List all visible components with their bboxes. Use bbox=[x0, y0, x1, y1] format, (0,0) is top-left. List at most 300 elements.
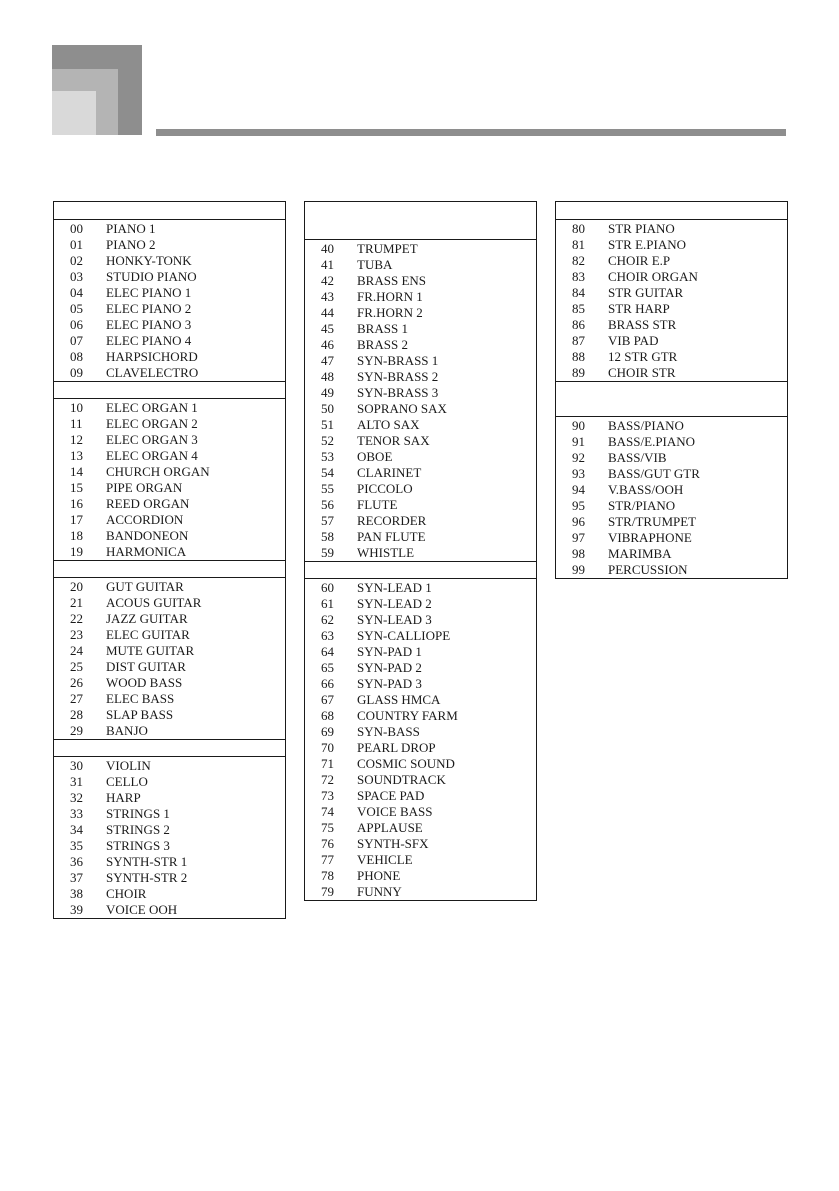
tone-row bbox=[54, 627, 285, 643]
tone-row bbox=[54, 723, 285, 739]
group-header bbox=[54, 560, 285, 578]
tone-row bbox=[305, 884, 536, 900]
tone-group bbox=[305, 579, 536, 900]
tone-row bbox=[54, 301, 285, 317]
tone-name: HONKY-TONK bbox=[106, 253, 192, 268]
tone-row bbox=[305, 433, 536, 449]
tone-row bbox=[54, 886, 285, 902]
tone-number: 18 bbox=[70, 528, 83, 543]
tone-number: 11 bbox=[70, 416, 83, 431]
tone-name: COUNTRY FARM bbox=[357, 708, 458, 723]
tone-row bbox=[305, 852, 536, 868]
tone-table-1 bbox=[53, 201, 286, 919]
tone-name: PEARL DROP bbox=[357, 740, 436, 755]
tone-row bbox=[305, 385, 536, 401]
group-header bbox=[54, 739, 285, 757]
tone-name: STRINGS 3 bbox=[106, 838, 170, 853]
tone-row bbox=[54, 365, 285, 381]
tone-row bbox=[556, 498, 787, 514]
tone-name: SPACE PAD bbox=[357, 788, 425, 803]
tone-number: 90 bbox=[572, 418, 585, 433]
tone-group bbox=[54, 578, 285, 739]
tone-name: BASS/GUT GTR bbox=[608, 466, 700, 481]
tone-name: REED ORGAN bbox=[106, 496, 190, 511]
tone-name: BRASS ENS bbox=[357, 273, 426, 288]
tone-row bbox=[305, 273, 536, 289]
tone-name: PHONE bbox=[357, 868, 401, 883]
tone-name: SYN-LEAD 3 bbox=[357, 612, 432, 627]
tone-number: 53 bbox=[321, 449, 334, 464]
tone-number: 31 bbox=[70, 774, 83, 789]
tone-row bbox=[556, 349, 787, 365]
tone-number: 03 bbox=[70, 269, 83, 284]
tone-name: FR.HORN 2 bbox=[357, 305, 423, 320]
tone-name: PIANO 1 bbox=[106, 221, 156, 236]
group-header bbox=[305, 202, 536, 240]
tone-number: 14 bbox=[70, 464, 83, 479]
tone-name: ALTO SAX bbox=[357, 417, 420, 432]
tone-name: SYN-LEAD 1 bbox=[357, 580, 432, 595]
tone-number: 99 bbox=[572, 562, 585, 577]
tone-row bbox=[556, 482, 787, 498]
tone-row bbox=[305, 868, 536, 884]
tone-row bbox=[54, 643, 285, 659]
tone-number: 20 bbox=[70, 579, 83, 594]
tone-row bbox=[54, 512, 285, 528]
tone-row bbox=[305, 772, 536, 788]
tone-number: 72 bbox=[321, 772, 334, 787]
tone-number: 36 bbox=[70, 854, 83, 869]
tone-name: ELEC ORGAN 4 bbox=[106, 448, 198, 463]
tone-name: HARP bbox=[106, 790, 141, 805]
tone-row bbox=[556, 546, 787, 562]
tone-number: 34 bbox=[70, 822, 83, 837]
tone-number: 48 bbox=[321, 369, 334, 384]
tone-row bbox=[305, 660, 536, 676]
tone-row bbox=[305, 692, 536, 708]
tone-row bbox=[305, 756, 536, 772]
tone-name: SYNTH-STR 1 bbox=[106, 854, 188, 869]
tone-row bbox=[54, 902, 285, 918]
tone-name: OBOE bbox=[357, 449, 393, 464]
tone-number: 84 bbox=[572, 285, 585, 300]
tone-number: 64 bbox=[321, 644, 334, 659]
tone-name: STRINGS 2 bbox=[106, 822, 170, 837]
tone-name: APPLAUSE bbox=[357, 820, 423, 835]
tone-number: 67 bbox=[321, 692, 334, 707]
tone-number: 16 bbox=[70, 496, 83, 511]
tone-name: SYN-PAD 1 bbox=[357, 644, 422, 659]
tone-row bbox=[305, 788, 536, 804]
tone-number: 27 bbox=[70, 691, 83, 706]
tone-name: RECORDER bbox=[357, 513, 427, 528]
tone-row bbox=[305, 257, 536, 273]
tone-number: 86 bbox=[572, 317, 585, 332]
tone-name: HARMONICA bbox=[106, 544, 187, 559]
tone-row bbox=[305, 529, 536, 545]
tone-name: VEHICLE bbox=[357, 852, 413, 867]
tone-number: 17 bbox=[70, 512, 83, 527]
tone-number: 00 bbox=[70, 221, 83, 236]
tone-name: BASS/PIANO bbox=[608, 418, 684, 433]
tone-number: 04 bbox=[70, 285, 83, 300]
tone-number: 06 bbox=[70, 317, 83, 332]
group-header bbox=[556, 381, 787, 417]
tone-row bbox=[54, 317, 285, 333]
tone-row bbox=[305, 449, 536, 465]
tone-name: WHISTLE bbox=[357, 545, 415, 560]
tone-number: 52 bbox=[321, 433, 334, 448]
tone-number: 54 bbox=[321, 465, 334, 480]
tone-name: ELEC PIANO 2 bbox=[106, 301, 192, 316]
tone-number: 61 bbox=[321, 596, 334, 611]
tone-table-3 bbox=[555, 201, 788, 579]
tone-name: TRUMPET bbox=[357, 241, 418, 256]
tone-name: ACCORDION bbox=[106, 512, 184, 527]
tone-row bbox=[54, 416, 285, 432]
tone-name: FLUTE bbox=[357, 497, 398, 512]
tone-name: BANDONEON bbox=[106, 528, 189, 543]
tone-number: 83 bbox=[572, 269, 585, 284]
tone-group bbox=[305, 240, 536, 561]
tone-row bbox=[54, 838, 285, 854]
tone-row bbox=[556, 450, 787, 466]
tone-number: 55 bbox=[321, 481, 334, 496]
tone-name: CELLO bbox=[106, 774, 148, 789]
tone-row bbox=[54, 285, 285, 301]
tone-name: SYN-BASS bbox=[357, 724, 420, 739]
tone-name: CHOIR bbox=[106, 886, 147, 901]
tone-row bbox=[54, 464, 285, 480]
tone-name: BASS/E.PIANO bbox=[608, 434, 696, 449]
tone-row bbox=[305, 836, 536, 852]
tone-number: 22 bbox=[70, 611, 83, 626]
tone-row bbox=[54, 269, 285, 285]
tone-name: CLAVELECTRO bbox=[106, 365, 199, 380]
tone-name: COSMIC SOUND bbox=[357, 756, 455, 771]
tone-row bbox=[305, 369, 536, 385]
tone-number: 74 bbox=[321, 804, 334, 819]
tone-name: SYN-PAD 2 bbox=[357, 660, 422, 675]
tone-number: 51 bbox=[321, 417, 334, 432]
tone-row bbox=[556, 269, 787, 285]
tone-number: 47 bbox=[321, 353, 334, 368]
tone-number: 75 bbox=[321, 820, 334, 835]
tone-name: ACOUS GUITAR bbox=[106, 595, 202, 610]
tone-number: 57 bbox=[321, 513, 334, 528]
tone-number: 05 bbox=[70, 301, 83, 316]
tone-name: SOPRANO SAX bbox=[357, 401, 447, 416]
tone-number: 58 bbox=[321, 529, 334, 544]
tone-number: 13 bbox=[70, 448, 83, 463]
tone-name: TENOR SAX bbox=[357, 433, 430, 448]
tone-number: 32 bbox=[70, 790, 83, 805]
tone-group bbox=[54, 399, 285, 560]
tone-row bbox=[305, 353, 536, 369]
tone-name: SYN-BRASS 2 bbox=[357, 369, 439, 384]
tone-number: 45 bbox=[321, 321, 334, 336]
tone-name: BRASS 2 bbox=[357, 337, 408, 352]
tone-number: 07 bbox=[70, 333, 83, 348]
tone-group bbox=[54, 757, 285, 918]
tone-row bbox=[556, 434, 787, 450]
tone-row bbox=[305, 417, 536, 433]
tone-row bbox=[54, 579, 285, 595]
tone-row bbox=[305, 241, 536, 257]
tone-name: DIST GUITAR bbox=[106, 659, 186, 674]
tone-row bbox=[556, 253, 787, 269]
tone-row bbox=[54, 758, 285, 774]
tone-number: 40 bbox=[321, 241, 334, 256]
tone-name: PICCOLO bbox=[357, 481, 413, 496]
tone-name: SLAP BASS bbox=[106, 707, 174, 722]
tone-number: 65 bbox=[321, 660, 334, 675]
tone-number: 91 bbox=[572, 434, 585, 449]
tone-name: ELEC ORGAN 1 bbox=[106, 400, 198, 415]
tone-row bbox=[305, 740, 536, 756]
tone-row bbox=[305, 513, 536, 529]
tone-number: 12 bbox=[70, 432, 83, 447]
tone-row bbox=[54, 333, 285, 349]
tone-number: 63 bbox=[321, 628, 334, 643]
tone-row bbox=[305, 676, 536, 692]
tone-row bbox=[305, 305, 536, 321]
tone-row bbox=[54, 496, 285, 512]
tone-name: GUT GUITAR bbox=[106, 579, 184, 594]
tone-row bbox=[54, 806, 285, 822]
tone-row bbox=[305, 337, 536, 353]
tone-number: 46 bbox=[321, 337, 334, 352]
tone-row bbox=[305, 724, 536, 740]
tone-number: 44 bbox=[321, 305, 334, 320]
tone-name: PIPE ORGAN bbox=[106, 480, 183, 495]
tone-row bbox=[305, 644, 536, 660]
tone-group bbox=[556, 220, 787, 381]
tone-number: 23 bbox=[70, 627, 83, 642]
tone-number: 68 bbox=[321, 708, 334, 723]
tone-name: VIBRAPHONE bbox=[608, 530, 692, 545]
tone-number: 93 bbox=[572, 466, 585, 481]
tone-number: 37 bbox=[70, 870, 83, 885]
tone-name: VIB PAD bbox=[608, 333, 659, 348]
tone-name: FUNNY bbox=[357, 884, 402, 899]
tone-name: ELEC PIANO 1 bbox=[106, 285, 192, 300]
tone-number: 81 bbox=[572, 237, 585, 252]
tone-name: ELEC BASS bbox=[106, 691, 175, 706]
tone-number: 96 bbox=[572, 514, 585, 529]
tone-row bbox=[54, 432, 285, 448]
tone-name: SYN-BRASS 3 bbox=[357, 385, 439, 400]
tone-number: 49 bbox=[321, 385, 334, 400]
tone-number: 21 bbox=[70, 595, 83, 610]
tone-number: 76 bbox=[321, 836, 334, 851]
tone-name: TUBA bbox=[357, 257, 393, 272]
group-header bbox=[54, 202, 285, 220]
tone-name: STR PIANO bbox=[608, 221, 675, 236]
tone-name: ELEC PIANO 4 bbox=[106, 333, 192, 348]
tone-row bbox=[54, 707, 285, 723]
tone-row bbox=[305, 497, 536, 513]
tone-name: WOOD BASS bbox=[106, 675, 183, 690]
tone-name: STUDIO PIANO bbox=[106, 269, 197, 284]
tone-number: 80 bbox=[572, 221, 585, 236]
tone-row bbox=[305, 612, 536, 628]
tone-number: 94 bbox=[572, 482, 585, 497]
tone-number: 79 bbox=[321, 884, 334, 899]
tone-number: 89 bbox=[572, 365, 585, 380]
tone-row bbox=[556, 418, 787, 434]
tone-row bbox=[556, 301, 787, 317]
tone-name: MUTE GUITAR bbox=[106, 643, 195, 658]
tone-name: SYNTH-SFX bbox=[357, 836, 429, 851]
tone-number: 39 bbox=[70, 902, 83, 917]
tone-number: 50 bbox=[321, 401, 334, 416]
tone-row bbox=[54, 659, 285, 675]
tone-name: STRINGS 1 bbox=[106, 806, 170, 821]
tone-number: 95 bbox=[572, 498, 585, 513]
tone-name: ELEC ORGAN 2 bbox=[106, 416, 198, 431]
tone-name: BANJO bbox=[106, 723, 148, 738]
tone-number: 69 bbox=[321, 724, 334, 739]
tone-row bbox=[305, 628, 536, 644]
tone-number: 92 bbox=[572, 450, 585, 465]
tone-row bbox=[305, 820, 536, 836]
tone-name: PERCUSSION bbox=[608, 562, 688, 577]
tone-row bbox=[305, 804, 536, 820]
tone-row bbox=[305, 401, 536, 417]
tone-name: ELEC PIANO 3 bbox=[106, 317, 192, 332]
tone-row bbox=[556, 562, 787, 578]
tone-number: 77 bbox=[321, 852, 334, 867]
tone-name: CHOIR E.P bbox=[608, 253, 671, 268]
tone-number: 70 bbox=[321, 740, 334, 755]
tone-number: 28 bbox=[70, 707, 83, 722]
tone-name: ELEC ORGAN 3 bbox=[106, 432, 198, 447]
tone-number: 87 bbox=[572, 333, 585, 348]
tone-row bbox=[556, 285, 787, 301]
tone-row bbox=[305, 289, 536, 305]
tone-row bbox=[305, 545, 536, 561]
tone-number: 08 bbox=[70, 349, 83, 364]
tone-name: SOUNDTRACK bbox=[357, 772, 446, 787]
tone-row bbox=[305, 580, 536, 596]
tone-name: JAZZ GUITAR bbox=[106, 611, 188, 626]
tone-name: SYN-BRASS 1 bbox=[357, 353, 439, 368]
tone-number: 60 bbox=[321, 580, 334, 595]
header-rule bbox=[156, 129, 786, 136]
tone-number: 24 bbox=[70, 643, 83, 658]
tone-number: 33 bbox=[70, 806, 83, 821]
tone-name: SYN-LEAD 2 bbox=[357, 596, 432, 611]
tone-name: VOICE BASS bbox=[357, 804, 433, 819]
tone-number: 85 bbox=[572, 301, 585, 316]
tone-group bbox=[54, 220, 285, 381]
tone-name: CHOIR ORGAN bbox=[608, 269, 698, 284]
tone-row bbox=[54, 822, 285, 838]
tone-number: 02 bbox=[70, 253, 83, 268]
tone-name: MARIMBA bbox=[608, 546, 672, 561]
tone-name: GLASS HMCA bbox=[357, 692, 441, 707]
tone-number: 59 bbox=[321, 545, 334, 560]
tone-row bbox=[556, 466, 787, 482]
tone-row bbox=[54, 448, 285, 464]
tone-row bbox=[305, 321, 536, 337]
tone-name: PIANO 2 bbox=[106, 237, 156, 252]
tone-name: BRASS STR bbox=[608, 317, 677, 332]
group-header bbox=[54, 381, 285, 399]
tone-number: 26 bbox=[70, 675, 83, 690]
tone-number: 98 bbox=[572, 546, 585, 561]
tone-name: STR/TRUMPET bbox=[608, 514, 697, 529]
tone-name: STR GUITAR bbox=[608, 285, 684, 300]
tone-name: BASS/VIB bbox=[608, 450, 667, 465]
tone-row bbox=[556, 365, 787, 381]
tone-row bbox=[54, 854, 285, 870]
tone-row bbox=[54, 237, 285, 253]
tone-number: 82 bbox=[572, 253, 585, 268]
tone-row bbox=[54, 790, 285, 806]
tone-row bbox=[54, 253, 285, 269]
tone-number: 41 bbox=[321, 257, 334, 272]
tone-row bbox=[556, 514, 787, 530]
tone-row bbox=[54, 349, 285, 365]
tone-row bbox=[54, 774, 285, 790]
tone-name: SYN-PAD 3 bbox=[357, 676, 422, 691]
tone-number: 09 bbox=[70, 365, 83, 380]
tone-name: FR.HORN 1 bbox=[357, 289, 423, 304]
tone-name: CLARINET bbox=[357, 465, 422, 480]
tone-row bbox=[556, 221, 787, 237]
tone-row bbox=[556, 333, 787, 349]
tone-row bbox=[54, 611, 285, 627]
tone-name: VIOLIN bbox=[106, 758, 151, 773]
tone-number: 66 bbox=[321, 676, 334, 691]
tone-table-2 bbox=[304, 201, 537, 901]
tone-row bbox=[54, 528, 285, 544]
tone-number: 10 bbox=[70, 400, 83, 415]
tone-number: 01 bbox=[70, 237, 83, 252]
tone-name: ELEC GUITAR bbox=[106, 627, 190, 642]
tone-row bbox=[556, 530, 787, 546]
tone-row bbox=[305, 708, 536, 724]
tone-row bbox=[305, 596, 536, 612]
tone-row bbox=[54, 675, 285, 691]
tone-number: 62 bbox=[321, 612, 334, 627]
tone-row bbox=[556, 237, 787, 253]
tone-row bbox=[305, 465, 536, 481]
tone-number: 43 bbox=[321, 289, 334, 304]
tone-name: CHOIR STR bbox=[608, 365, 676, 380]
tone-name: BRASS 1 bbox=[357, 321, 408, 336]
tone-number: 88 bbox=[572, 349, 585, 364]
corner-square-light bbox=[52, 91, 96, 135]
tone-name: HARPSICHORD bbox=[106, 349, 198, 364]
tone-name: VOICE OOH bbox=[106, 902, 178, 917]
tone-name: CHURCH ORGAN bbox=[106, 464, 210, 479]
tone-row bbox=[305, 481, 536, 497]
tone-name: PAN FLUTE bbox=[357, 529, 426, 544]
tone-number: 25 bbox=[70, 659, 83, 674]
tone-name: SYNTH-STR 2 bbox=[106, 870, 188, 885]
tone-number: 97 bbox=[572, 530, 585, 545]
tone-number: 29 bbox=[70, 723, 83, 738]
tone-number: 78 bbox=[321, 868, 334, 883]
tone-name: STR HARP bbox=[608, 301, 670, 316]
tone-name: 12 STR GTR bbox=[608, 349, 678, 364]
tone-row bbox=[54, 480, 285, 496]
tone-row bbox=[54, 595, 285, 611]
group-header bbox=[556, 202, 787, 220]
